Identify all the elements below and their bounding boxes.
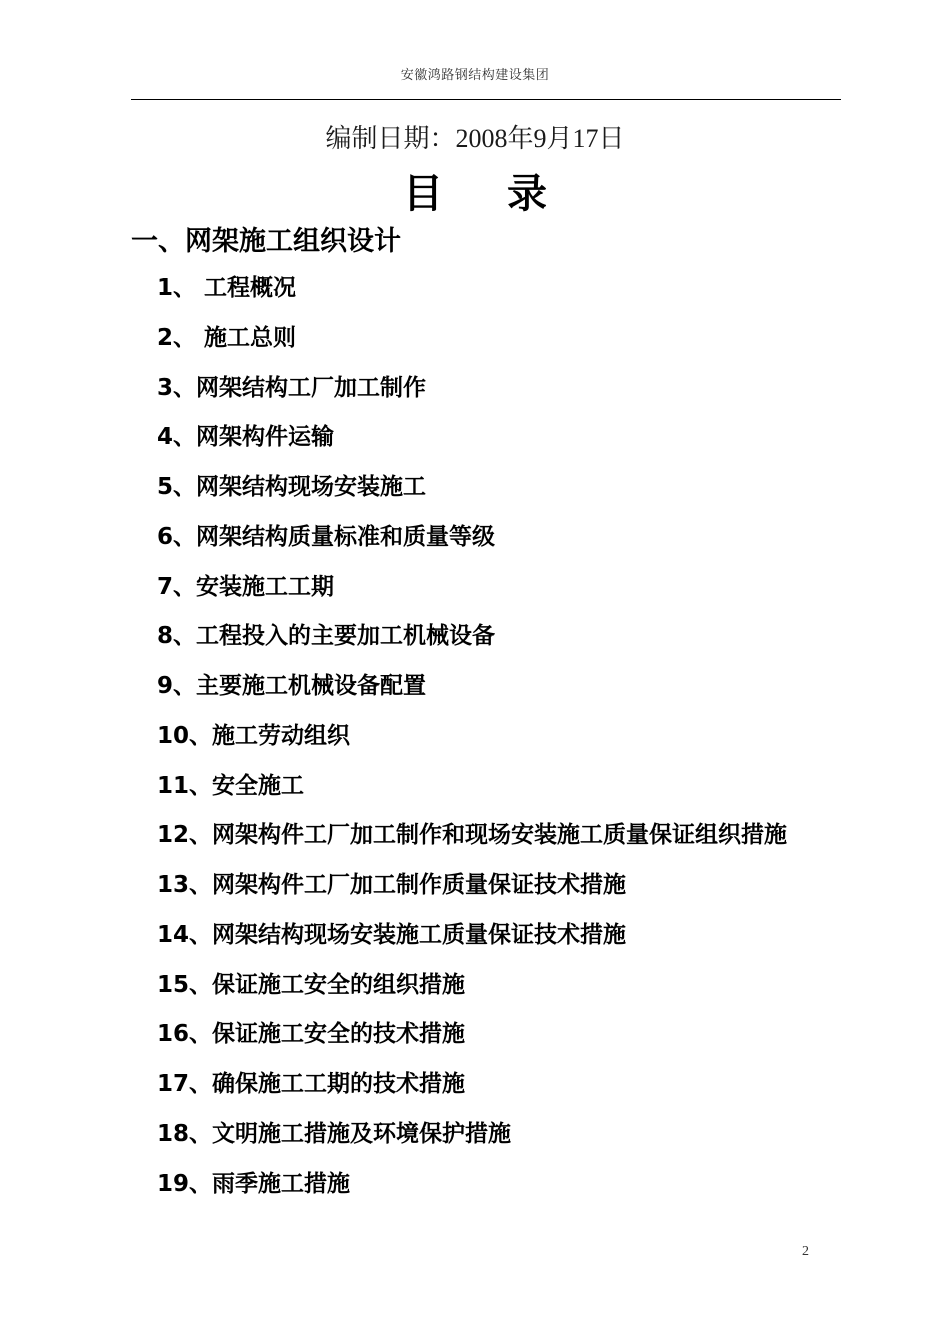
toc-item[interactable]: 13、网架构件工厂加工制作质量保证技术措施 [157, 872, 627, 898]
toc-item[interactable]: 15、保证施工安全的组织措施 [157, 971, 466, 998]
toc-item[interactable]: 2、 施工总则 [157, 324, 297, 351]
section-heading: 一、网架施工组织设计 [131, 226, 401, 257]
toc-item[interactable]: 6、网架结构质量标准和质量等级 [157, 523, 496, 550]
toc-item[interactable]: 7、安装施工工期 [157, 573, 335, 600]
toc-item[interactable]: 8、工程投入的主要加工机械设备 [157, 623, 496, 650]
page-header-company: 安徽鸿路钢结构建设集团 [400, 68, 550, 83]
toc-item[interactable]: 10、施工劳动组织 [157, 722, 351, 749]
toc-item[interactable]: 12、网架构件工厂加工制作和现场安装施工质量保证组织措施 [157, 822, 788, 849]
toc-item[interactable]: 14、网架结构现场安装施工质量保证技术措施 [157, 921, 627, 948]
toc-title [0, 162, 950, 219]
toc-title-char-2: 录 [507, 171, 547, 217]
header-divider [131, 99, 841, 100]
toc-item[interactable]: 11、安全施工 [157, 772, 305, 799]
toc-item[interactable]: 19、雨季施工措施 [157, 1170, 351, 1197]
toc-item[interactable]: 18、文明施工措施及环境保护措施 [157, 1120, 512, 1147]
toc-item[interactable]: 5、网架结构现场安装施工 [157, 474, 427, 500]
toc-item[interactable]: 4、网架构件运输 [157, 424, 335, 451]
toc-item[interactable]: 3、网架结构工厂加工制作 [157, 374, 427, 401]
compile-date: 编制日期：2008年9月17日 [325, 124, 625, 153]
toc-item[interactable]: 1、 工程概况 [157, 275, 297, 301]
toc-item[interactable]: 9、主要施工机械设备配置 [157, 673, 427, 699]
toc-item[interactable]: 16、保证施工安全的技术措施 [157, 1021, 466, 1048]
toc-list [157, 270, 787, 1215]
toc-item[interactable]: 17、确保施工工期的技术措施 [157, 1071, 466, 1097]
toc-title-char-1: 目 [403, 171, 443, 217]
page-number: 2 [802, 1244, 809, 1259]
